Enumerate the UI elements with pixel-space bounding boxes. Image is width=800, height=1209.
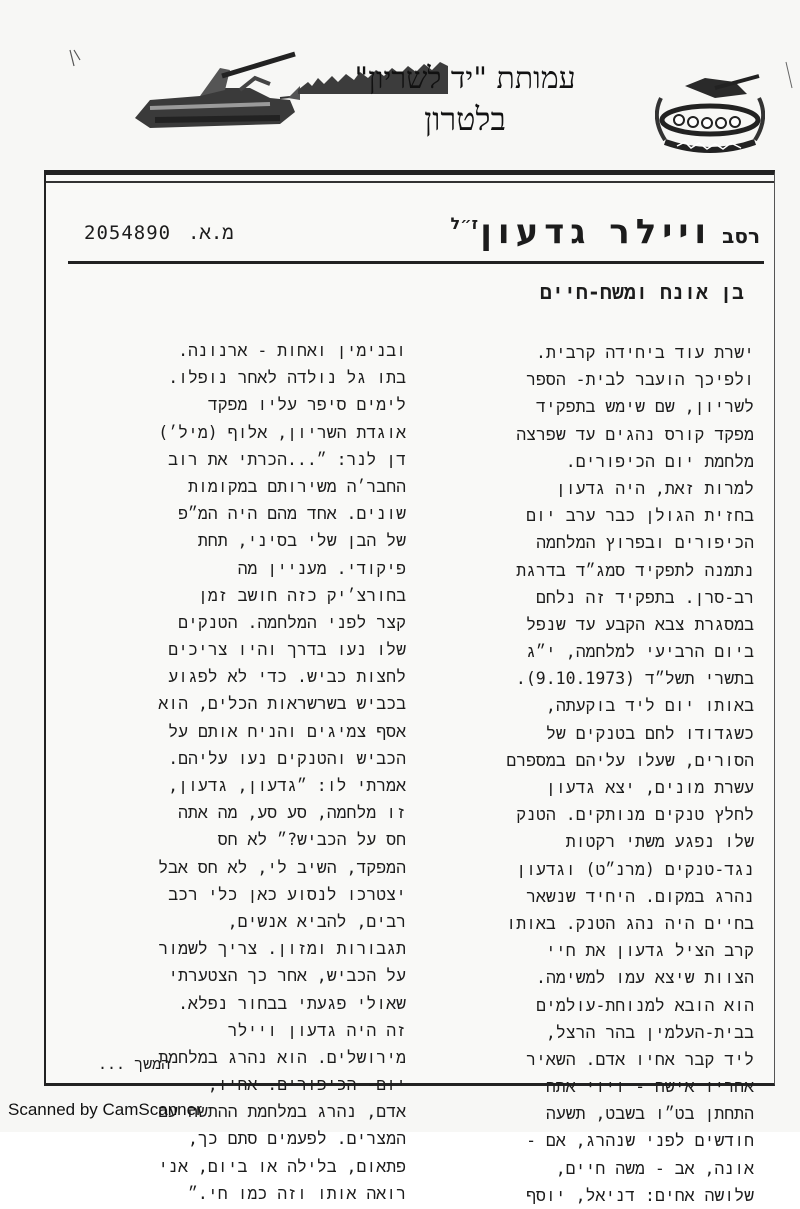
text-line: הכיפורים ובפרוץ המלחמה <box>536 533 754 553</box>
text-line: נתמנה לתפקיד סמג״ד בדרגת <box>516 560 754 580</box>
divider <box>46 181 774 183</box>
text-line: המצרים. לפעמים סתם כך, <box>188 1129 406 1149</box>
text-column-right <box>444 339 754 1209</box>
text-line: יום- הכיפורים. אחיו, <box>207 1075 406 1095</box>
text-line: תגבורות ומזון. צריך לשמור <box>158 939 406 959</box>
id-label: מ.א. <box>188 222 234 244</box>
text-line: כשגדודו לחם בטנקים של <box>545 723 754 743</box>
text-line: למרות זאת, היה גדעון <box>555 478 754 498</box>
parents-line: בן אונח ומשח-חיים <box>539 280 744 304</box>
text-line: החבר׳ה משירותם במקומות <box>188 476 406 496</box>
soldier-name: ויילר גדעון <box>480 212 712 252</box>
text-line: במסגרת צבא הקבע עד שנפל <box>526 614 754 634</box>
text-line: בחורצ׳יק כזה חושב זמן <box>197 585 406 605</box>
text-line: שלו נפגע משתי רקטות <box>565 832 754 852</box>
letterhead <box>30 20 775 170</box>
text-line: אסף צמיגים והניח אותם על <box>168 721 406 741</box>
text-line: פתאום, בלילה או ביום, אני <box>158 1156 406 1176</box>
text-line: ליד קבר אחיו אדם. השאיר <box>526 1049 754 1069</box>
text-line: לימים סיפר עליו מפקד <box>207 395 406 415</box>
text-line: הכביש והטנקים נעו עליהם. <box>168 748 406 768</box>
text-line: שלושה אחים: דניאל, יוסף <box>526 1185 754 1205</box>
text-line: רבים, להביא אנשים, <box>227 911 406 931</box>
text-line: לחצות כביש. כדי לא לפגוע <box>168 667 406 687</box>
text-line: שונים. אחד מהם היה המ״פ <box>178 504 406 524</box>
continuation-note: המשך ... <box>98 1055 171 1073</box>
scan-mark-icon <box>782 60 796 90</box>
text-line: מירושלים. הוא נהרג במלחמת <box>158 1047 406 1067</box>
text-line: הסורים, שעלו עליהם במספרם <box>506 750 754 770</box>
text-line: אמרתי לו: ״גדעון, גדעון, <box>168 776 406 795</box>
text-line: בתו גל נולדה לאחר נופלו. <box>168 368 406 388</box>
text-line: הוא הובא למנוחת-עולמים <box>536 995 754 1015</box>
text-line: ביום הרביעי למלחמה, י״ג <box>526 642 754 662</box>
text-line: מפקד קורס נהגים עד שפרצה <box>516 424 754 444</box>
association-name: עמותת "יד לשריון" <box>354 61 576 96</box>
text-line: אחריו אישה - ויוי אתה <box>545 1077 754 1097</box>
text-line: קצר לפני המלחמה. הטנקים <box>178 612 406 632</box>
text-line: רואה אותו וזה כמו חי.״ <box>188 1183 406 1203</box>
text-line: ובנימין ואחות - ארנונה. <box>178 341 406 360</box>
tank-illustration-icon <box>130 48 300 148</box>
text-line: בחיים היה נהג הטנק. באותו <box>506 913 754 933</box>
text-line: הצוות שיצא עמו למשימה. <box>536 968 754 988</box>
id-number: 2054890 <box>84 222 172 244</box>
text-column-left <box>86 337 406 1207</box>
text-line: לשריון, שם שימש בתפקיד <box>536 397 754 417</box>
text-line: בחזית הגולן כבר ערב יום <box>526 506 754 526</box>
text-line: אדם, נהרג במלחמת ההתשה עם <box>158 1102 406 1122</box>
text-line: באותו יום ליד בוקעתה, <box>545 696 754 716</box>
text-line: רב-סרן. בתפקיד זה נלחם <box>536 587 754 607</box>
text-line: פיקודי. מעניין מה <box>237 558 406 578</box>
scanner-watermark: Scanned by CamScanner <box>8 1100 202 1119</box>
divider <box>68 261 764 264</box>
text-line: לחלץ טנקים מנותקים. הטנק <box>516 805 754 825</box>
text-line: ולפיכך הועבר לבית- הספר <box>526 370 754 390</box>
text-line: של הבן שלי בסיני, תחת <box>197 531 406 551</box>
text-line: נהרג במקום. היחיד שנשאר <box>526 886 754 906</box>
text-line: קרב הציל גדעון את חיי <box>545 941 754 961</box>
text-line: שלו נעו בדרך והיו צריכים <box>168 640 406 660</box>
soldier-rank: רסב <box>722 224 760 248</box>
armored-corps-emblem-icon <box>655 68 765 158</box>
text-line: חודשים לפני שנהרג, אם - <box>526 1131 754 1151</box>
text-line: המפקד, השיב לי, לא חס אבל <box>158 857 406 877</box>
text-line: בבית-העלמין בהר הרצל, <box>545 1022 754 1042</box>
soldier-name-row <box>70 210 760 260</box>
text-line: על הכביש, אחר כך הצטערתי <box>168 966 406 986</box>
text-line: מלחמת יום הכיפורים. <box>565 451 754 471</box>
text-line: בתשרי תשל״ד (9.10.1973). <box>515 669 754 689</box>
text-line: חס על הכביש?״ לא חס <box>217 830 406 850</box>
memorial-suffix: ז״ל <box>450 214 478 233</box>
association-location: בלטרון <box>424 100 506 138</box>
text-line: אוגדת השריון, אלוף (מיל׳) <box>158 422 406 442</box>
text-line: עשרת מונים, יצא גדעון <box>545 778 754 797</box>
text-line: בכביש בשרשראות הכלים, הוא <box>158 694 406 714</box>
text-line: ישרת עוד ביחידה קרבית. <box>536 343 754 362</box>
text-line: זו מלחמה, סע סע, מה אתה <box>178 803 406 823</box>
text-line: דן לנר: ״...הכרתי את רוב <box>168 449 406 469</box>
text-line: נגד-טנקים (מרנ״ט) וגדעון <box>516 859 754 879</box>
text-line: התחתן בט״ו בשבט, תשעה <box>545 1104 754 1124</box>
text-line: שאולי פגעתי בבחור נפלא. <box>178 993 406 1013</box>
text-line: זה היה גדעון ויילר <box>227 1020 406 1040</box>
text-line: יצטרכו לנסוע כאן כלי רכב <box>168 884 406 904</box>
scan-mark-icon <box>68 48 82 68</box>
text-line: אונה, אב - משה חיים, <box>555 1158 754 1178</box>
